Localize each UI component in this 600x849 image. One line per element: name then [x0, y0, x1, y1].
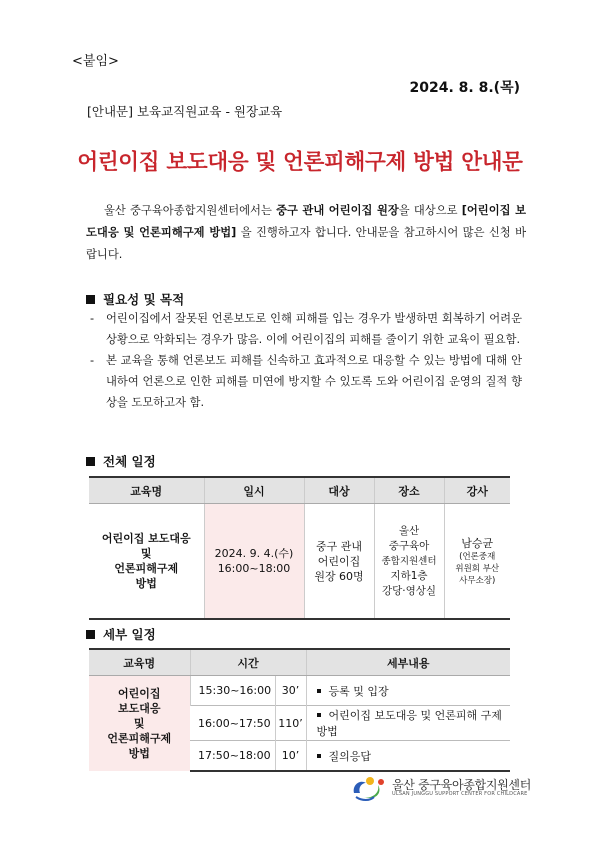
document-date: 2024. 8. 8.(목)	[409, 80, 520, 96]
bullet-icon	[317, 689, 321, 693]
cell-duration: 30’	[275, 676, 306, 706]
section-heading-text: 세부 일정	[103, 627, 156, 642]
bullet-icon	[317, 754, 321, 758]
cell-place	[374, 504, 444, 620]
cell-time: 16:00~17:50	[190, 706, 275, 741]
place-line: 중구육아	[388, 539, 430, 552]
intro-paragraph	[86, 200, 526, 266]
cell-lecturer	[444, 504, 510, 620]
course-line: 어린이집 보도대응	[101, 532, 191, 545]
table-row	[89, 676, 510, 706]
center-logo-name: 울산 중구육아종합지원센터	[392, 778, 532, 792]
cell-content	[306, 741, 510, 772]
purpose-item-text: 본 교육을 통해 언론보도 피해를 신속하고 효과적으로 대응할 수 있는 방법에 대해 안내하여 언론으로 인한 피해를 미연에 방지할 수 있도록 도와 어린이집 운영의 질적 향상을 도모하고자 함.	[106, 354, 522, 409]
target-line: 원장 60명	[314, 569, 364, 583]
lecturer-note	[446, 551, 510, 587]
header-course: 교육명	[89, 477, 204, 504]
center-logo-icon	[350, 773, 390, 803]
intro-bold-target: 중구 관내 어린이집 원장	[276, 204, 399, 217]
lecturer-note-line: 위원회 부산	[455, 563, 500, 574]
intro-text-3: 을 진행하고자 합니다. 안내문을 참고하시어 많은 신청 바랍니다.	[86, 226, 526, 261]
header-target: 대상	[304, 477, 374, 504]
table-row	[89, 504, 510, 620]
datetime-line: 16:00~18:00	[217, 562, 291, 575]
place-line: 울산	[398, 524, 420, 537]
content-text: 등록 및 입장	[328, 684, 389, 698]
cell-target	[304, 504, 374, 620]
purpose-list	[90, 308, 522, 413]
course-line: 어린이집	[117, 687, 161, 700]
page-title: 어린이집 보도대응 및 언론피해구제 방법 안내문	[77, 150, 523, 175]
header-content: 세부내용	[306, 649, 510, 676]
center-logo	[350, 773, 530, 803]
content-text: 질의응답	[328, 749, 372, 763]
center-logo-english: ULSAN JUNGGU SUPPORT CENTER FOR CHILDCARE	[392, 791, 528, 797]
place-line: 강당·영상실	[381, 584, 437, 597]
attachment-label: <붙임>	[72, 54, 119, 69]
course-line: 및	[140, 547, 152, 560]
cell-content	[306, 676, 510, 706]
intro-text-1: 울산 중구육아종합지원센터에서는	[104, 204, 277, 217]
purpose-item	[90, 308, 522, 350]
lecturer-note-line: 사무소장)	[459, 575, 496, 586]
cell-course	[89, 504, 204, 620]
header-datetime: 일시	[204, 477, 304, 504]
dash-bullet: -	[90, 312, 95, 325]
square-bullet-icon	[86, 295, 95, 304]
header-lecturer: 강사	[444, 477, 510, 504]
cell-duration: 110’	[275, 706, 306, 741]
bullet-icon	[317, 713, 321, 717]
schedule-table	[89, 476, 510, 620]
square-bullet-icon	[86, 630, 95, 639]
course-line: 언론피해구제	[114, 562, 179, 575]
header-course: 교육명	[89, 649, 190, 676]
section-heading-purpose	[86, 290, 184, 308]
header-place: 장소	[374, 477, 444, 504]
dash-bullet: -	[90, 354, 95, 367]
cell-course	[89, 676, 190, 772]
place-line: 종합지원센터	[381, 555, 437, 567]
content-text: 어린이집 보도대응 및 언론피해 구제방법	[316, 709, 502, 738]
intro-bold-course: [어린이집 보도대응 및 언론피해구제 방법]	[86, 204, 526, 239]
cell-duration: 10’	[275, 741, 306, 772]
notice-line: [안내문] 보육교직원교육 - 원장교육	[87, 104, 283, 119]
detail-table	[89, 648, 510, 772]
lecturer-name: 남승균	[461, 536, 494, 550]
cell-time: 17:50~18:00	[190, 741, 275, 772]
header-time: 시간	[190, 649, 306, 676]
section-heading-text: 전체 일정	[103, 454, 156, 469]
cell-time: 15:30~16:00	[190, 676, 275, 706]
course-line: 및	[133, 717, 145, 730]
table-header-row	[89, 649, 510, 676]
purpose-item-text: 어린이집에서 잘못된 언론보도로 인해 피해를 입는 경우가 발생하면 회복하기 어려운 상황으로 악화되는 경우가 많음. 이에 어린이집의 피해를 줄이기 위한 교육이 필요함.	[106, 312, 522, 346]
square-bullet-icon	[86, 457, 95, 466]
section-heading-text: 필요성 및 목적	[103, 292, 185, 307]
course-line: 방법	[135, 577, 157, 590]
cell-content	[306, 706, 510, 741]
lecturer-note-line: (언론중재	[459, 551, 496, 562]
course-line: 언론피해구제	[107, 732, 172, 745]
target-line: 중구 관내	[315, 539, 362, 553]
cell-datetime	[204, 504, 304, 620]
target-line: 어린이집	[317, 554, 361, 568]
course-line: 방법	[128, 747, 150, 760]
section-heading-schedule	[86, 452, 156, 470]
datetime-line: 2024. 9. 4.(수)	[214, 547, 294, 560]
section-heading-detail	[86, 625, 156, 643]
table-header-row	[89, 477, 510, 504]
place-line: 지하1층	[390, 569, 428, 582]
course-line: 보도대응	[117, 702, 161, 715]
intro-text-2: 을 대상으로	[398, 204, 462, 217]
purpose-item	[90, 350, 522, 413]
